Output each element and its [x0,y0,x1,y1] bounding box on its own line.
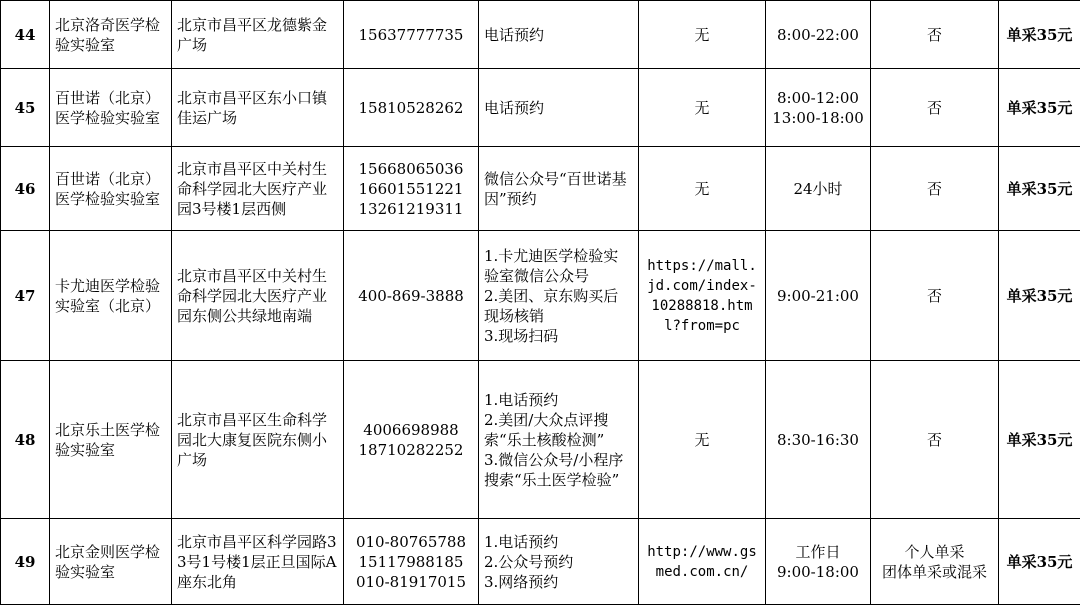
lab-address: 北京市昌平区中关村生命科学园北大医疗产业园3号楼1层西侧 [172,147,344,231]
service-hours: 工作日 9:00-18:00 [766,519,871,605]
mixed-sampling: 否 [871,147,999,231]
booking-method: 电话预约 [479,1,639,69]
price: 单采35元 [999,361,1080,519]
mixed-sampling: 否 [871,361,999,519]
booking-method: 1.电话预约 2.美团/大众点评搜索“乐土核酸检测” 3.微信公众号/小程序搜索“乐土医学检验” [479,361,639,519]
service-hours: 8:00-12:00 13:00-18:00 [766,69,871,147]
booking-url: 无 [639,1,766,69]
row-number: 45 [1,69,50,147]
lab-phone: 15637777735 [344,1,479,69]
table-row [1,1,1080,69]
lab-name: 百世诺（北京）医学检验实验室 [50,147,172,231]
booking-url: http://www.gsmed.com.cn/ [639,519,766,605]
service-hours: 8:30-16:30 [766,361,871,519]
table-row [1,147,1080,231]
mixed-sampling: 否 [871,1,999,69]
lab-address: 北京市昌平区中关村生命科学园北大医疗产业园东侧公共绿地南端 [172,231,344,361]
booking-method: 微信公众号“百世诺基因”预约 [479,147,639,231]
row-number: 49 [1,519,50,605]
price: 单采35元 [999,147,1080,231]
lab-phone: 4006698988 18710282252 [344,361,479,519]
booking-url: 无 [639,361,766,519]
row-number: 46 [1,147,50,231]
booking-url: 无 [639,147,766,231]
mixed-sampling: 个人单采 团体单采或混采 [871,519,999,605]
row-number: 44 [1,1,50,69]
price: 单采35元 [999,1,1080,69]
lab-phone: 15810528262 [344,69,479,147]
table-row [1,519,1080,605]
table-row [1,69,1080,147]
lab-address: 北京市昌平区龙德紫金广场 [172,1,344,69]
lab-address: 北京市昌平区生命科学园北大康复医院东侧小广场 [172,361,344,519]
lab-phone: 010-80765788 15117988185 010-81917015 [344,519,479,605]
mixed-sampling: 否 [871,69,999,147]
lab-name: 北京金则医学检验实验室 [50,519,172,605]
row-number: 48 [1,361,50,519]
booking-method: 1.卡尤迪医学检验实验室微信公众号 2.美团、京东购买后现场核销 3.现场扫码 [479,231,639,361]
lab-name: 百世诺（北京）医学检验实验室 [50,69,172,147]
service-hours: 24小时 [766,147,871,231]
booking-method: 1.电话预约 2.公众号预约 3.网络预约 [479,519,639,605]
lab-address: 北京市昌平区东小口镇佳运广场 [172,69,344,147]
row-number: 47 [1,231,50,361]
table-row [1,361,1080,519]
lab-name: 北京乐土医学检验实验室 [50,361,172,519]
lab-phone: 15668065036 16601551221 13261219311 [344,147,479,231]
price: 单采35元 [999,519,1080,605]
service-hours: 9:00-21:00 [766,231,871,361]
booking-url: 无 [639,69,766,147]
lab-address: 北京市昌平区科学园路33号1号楼1层正旦国际A座东北角 [172,519,344,605]
booking-url: https://mall.jd.com/index-10288818.html?from=pc [639,231,766,361]
lab-name: 北京洛奇医学检验实验室 [50,1,172,69]
booking-method: 电话预约 [479,69,639,147]
mixed-sampling: 否 [871,231,999,361]
table-row [1,231,1080,361]
price: 单采35元 [999,69,1080,147]
service-hours: 8:00-22:00 [766,1,871,69]
price: 单采35元 [999,231,1080,361]
lab-phone: 400-869-3888 [344,231,479,361]
lab-name: 卡尤迪医学检验实验室（北京） [50,231,172,361]
